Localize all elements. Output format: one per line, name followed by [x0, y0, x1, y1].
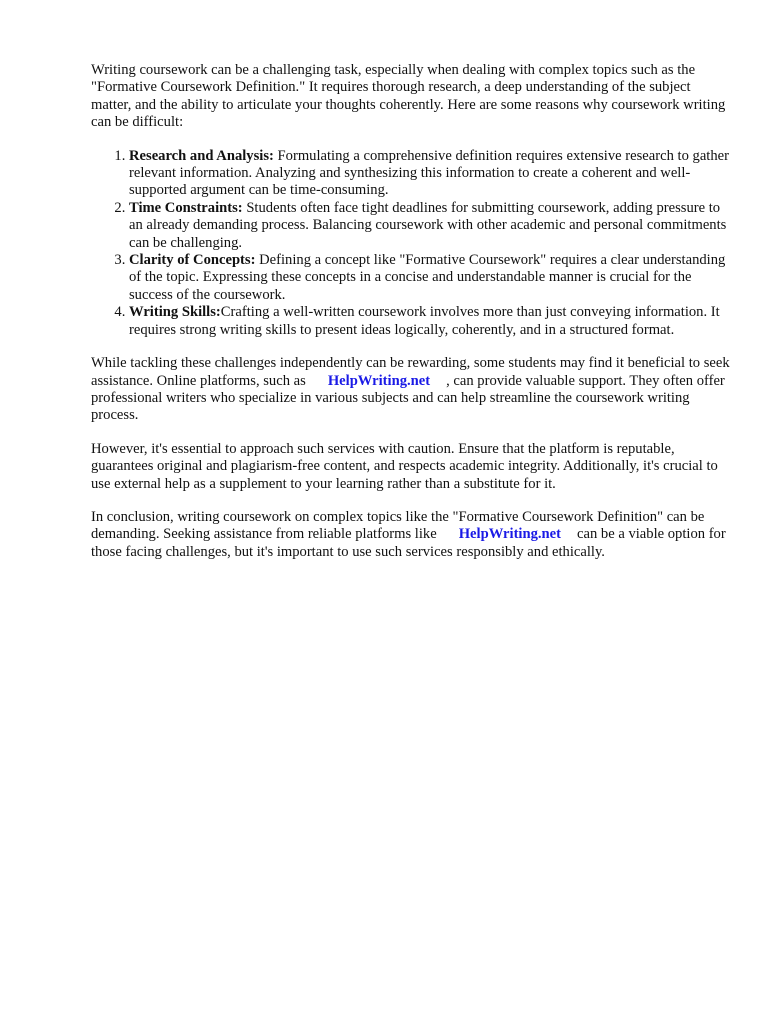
caution-paragraph: However, it's essential to approach such services with caution. Ensure that the platform is reputable, guarantees original and plagiarism-free content, and respects academic integrity. Additionally, it's crucial to use external help as a supplement to your learning rather than a substitute for it.	[91, 440, 718, 492]
reason-text: Formulating a comprehensive definition requires extensive research to gather relevant information. Analyzing and synthesizing this information to create a coherent and well-supported argument can be time-consuming.	[129, 147, 729, 199]
list-item	[129, 148, 731, 200]
document-body	[91, 62, 731, 577]
helpwriting-link[interactable]: HelpWriting.net	[327, 372, 431, 389]
conclusion-text-before: In conclusion, writing coursework on complex topics like the "Formative Coursework Definition" can be demanding. Seeking assistance from reliable platforms like	[91, 508, 705, 543]
reasons-list	[91, 148, 731, 339]
assistance-text-before: While tackling these challenges independently can be rewarding, some students may find it beneficial to seek assistance. Online platforms, such as	[91, 355, 730, 389]
reason-text: Students often face tight deadlines for submitting coursework, adding pressure to an already demanding process. Balancing coursework with other academic and personal commitments can be challenging.	[129, 199, 727, 251]
helpwriting-link[interactable]: HelpWriting.net	[458, 526, 561, 543]
reason-term: Writing Skills:	[129, 304, 221, 321]
assistance-text-after: , can provide valuable support. They often offer professional writers who specialize in various subjects and can help streamline the coursework writing process.	[91, 372, 725, 424]
conclusion-text-after: can be a viable option for those facing challenges, but it's important to use such services responsibly and ethically.	[91, 526, 726, 560]
list-item	[129, 304, 731, 339]
list-item	[129, 252, 731, 304]
assistance-paragraph	[91, 355, 731, 425]
reason-term: Clarity of Concepts:	[129, 252, 256, 269]
intro-paragraph: Writing coursework can be a challenging task, especially when dealing with complex topics such as the "Formative Coursework Definition." It requires thorough research, a deep understanding of the subject matter, and the ability to articulate your thoughts coherently. Here are some reasons why coursework writing can be difficult:	[91, 62, 726, 131]
reason-text: Defining a concept like "Formative Coursework" requires a clear understanding of the topic. Expressing these concepts in a concise and understandable manner is crucial for the success of the coursework.	[129, 252, 726, 303]
reason-term: Research and Analysis:	[129, 147, 274, 164]
conclusion-paragraph	[91, 509, 731, 561]
reason-text: Crafting a well-written coursework involves more than just conveying information. It requires strong writing skills to present ideas logically, coherently, and in a structured format.	[129, 304, 720, 338]
list-item	[129, 200, 731, 252]
reason-term: Time Constraints:	[129, 199, 243, 216]
